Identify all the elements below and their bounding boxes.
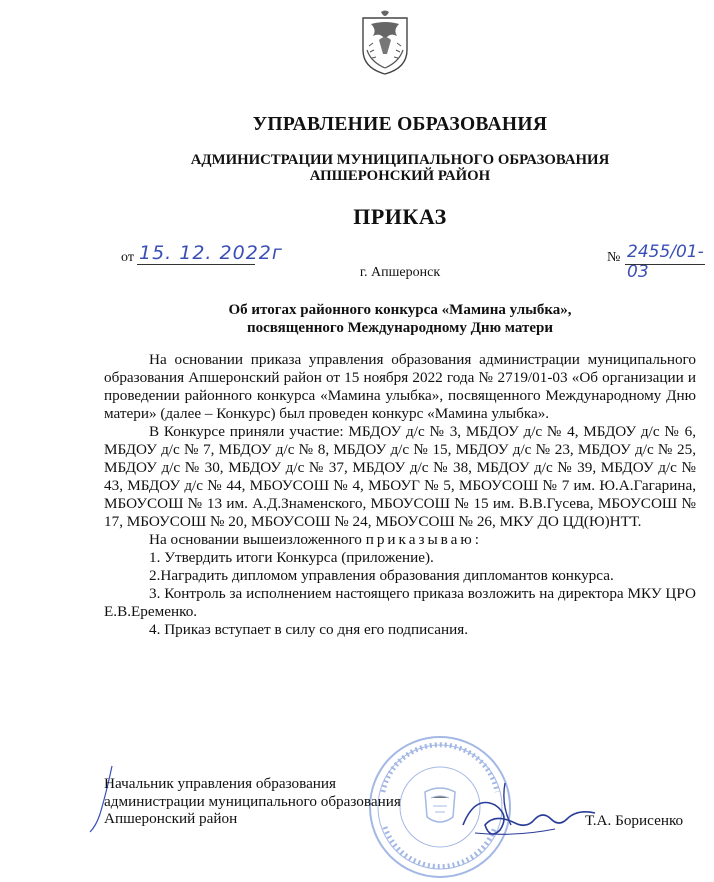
city: г. Апшеронск	[359, 265, 441, 280]
signature-position-line-3: Апшеронский район	[104, 810, 238, 827]
signature-position-line-1: Начальник управления образования	[104, 775, 337, 792]
number-prefix: №	[607, 250, 621, 265]
order-item-4: 4. Приказ вступает в силу со дня его подписания.	[149, 621, 468, 638]
order-item-1: 1. Утвердить итоги Конкурса (приложение).	[149, 549, 434, 566]
date-handwritten: 15. 12. 2022г	[139, 242, 283, 264]
body-paragraph-participants: В Конкурсе приняли участие: МБДОУ д/с № 3, МБДОУ д/с № 4, МБДОУ д/с № 6, МБДОУ д/с № 7, МБДОУ д/с № 8, МБДОУ д/с № 15, МБДОУ д/с № 23, МБДОУ д/с № 25, МБДОУ д/с № 30, МБДОУ д/с № 37, МБДОУ д/с № 38, МБДОУ д/с № 39, МБДОУ д/с № 43, МБДОУ д/с № 44, МБОУСОШ № 4, МБОУГ № 5, МБОУСОШ № 7 им. Ю.А.Гагарина, МБОУСОШ № 13 им. А.Д.Знаменского, МБОУСОШ № 15 им. В.В.Гусева, МБОУСОШ № 17, МБОУСОШ № 20, МБОУСОШ № 24, МБОУСОШ № 26, МКУ ДО ЦД(Ю)НТТ.	[104, 423, 696, 530]
subject-line-1: Об итогах районного конкурса «Мамина улыбка»,	[228, 302, 572, 318]
body-paragraph-basis: На основании приказа управления образования администрации муниципального образования Апшеронский район от 15 ноября 2022 года № 2719/01-03 «Об организации и проведении районного конкурса «Мамина улыбка», посвященного Международному Дню матери» (далее – Конкурс) был проведен конкурс «Мамина улыбка».	[104, 351, 696, 422]
handwritten-signature-icon	[455, 775, 600, 850]
order-item-2: 2.Наградить дипломом управления образования дипломантов конкурса.	[149, 567, 614, 584]
administration-line-1: АДМИНИСТРАЦИИ МУНИЦИПАЛЬНОГО ОБРАЗОВАНИЯ	[190, 152, 610, 168]
organization-title: УПРАВЛЕНИЕ ОБРАЗОВАНИЯ	[252, 114, 548, 135]
administration-line-2: АПШЕРОНСКИЙ РАЙОН	[309, 168, 491, 184]
order-lead: На основании вышеизложенного	[149, 531, 366, 548]
signer-name: Т.А. Борисенко	[585, 812, 684, 829]
signature-block	[104, 775, 464, 828]
order-item-3: 3. Контроль за исполнением настоящего приказа возложить на директора МКУ ЦРО Е.В.Еременко.	[104, 585, 696, 620]
document-type: ПРИКАЗ	[353, 204, 447, 229]
administration-title	[0, 152, 714, 184]
number-handwritten: 2455/01-03	[627, 242, 704, 282]
signature-position-line-2: администрации муниципального образования	[104, 792, 401, 810]
order-word: приказываю:	[365, 531, 482, 548]
subject-line-2: посвященного Международному Дню матери	[246, 320, 554, 336]
date-prefix: от	[121, 250, 134, 265]
coat-of-arms-icon	[357, 10, 413, 76]
order-body	[104, 351, 696, 639]
body-paragraph-order	[104, 531, 696, 549]
order-subject	[0, 301, 714, 337]
